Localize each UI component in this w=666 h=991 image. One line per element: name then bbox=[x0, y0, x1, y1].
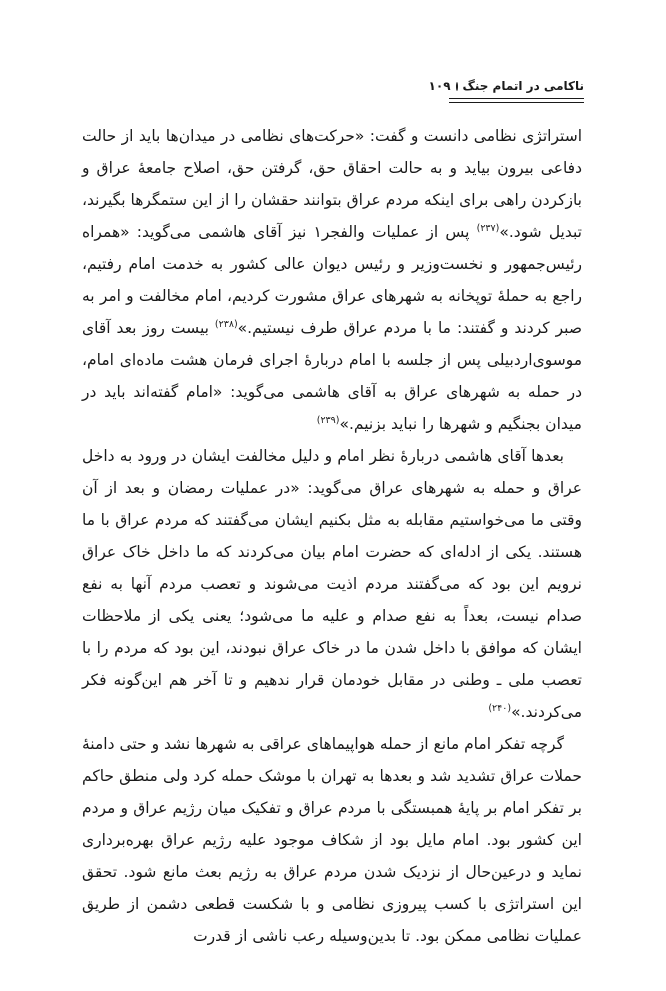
paragraph-text: پس از عملیات والفجر۱ نیز آقای هاشمی می‌گوید: «همراه رئیس‌جمهور و نخست‌وزیر و رئیس دیوان عالی کشور به خدمت امام رفتیم، راجع به حملهٔ توپخانه به شهرهای عراق مشورت کردیم، امام مخالفت و امر به صبر کردند و گفتند: ما با مردم عراق طرف نیستیم.» bbox=[82, 223, 582, 337]
paragraph-text: بیست روز بعد آقای موسوی‌اردبیلی پس از جلسه با امام دربارهٔ اجرای فرمان هشت ماده‌ای امام، در حمله به شهرهای عراق به آقای هاشمی می‌گوید: «امام گفته‌اند باید در میدان بجنگیم و شهرها را نباید بزنیم.» bbox=[82, 319, 582, 433]
footnote-ref: (۲۴۰) bbox=[488, 702, 512, 714]
page-number: ۱۰۹ bbox=[428, 79, 451, 93]
paragraph bbox=[82, 120, 582, 440]
paragraph-text: استراتژی نظامی دانست و گفت: «حرکت‌های نظامی در میدان‌ها باید از حالت دفاعی بیرون بیاید و به حالت احقاق حق، گرفتن حق، اصلاح جامعهٔ عراق و بازکردن راهی برای اینکه مردم عراق بتوانند حقشان را از این ستمگرها بگیرند، تبدیل شود.» bbox=[82, 127, 583, 241]
footnote-ref: (۲۳۸) bbox=[214, 318, 238, 330]
header-rule-secondary bbox=[449, 102, 584, 104]
header-title: ناکامی در اتمام جنگ bbox=[462, 79, 584, 93]
paragraph bbox=[82, 440, 582, 728]
circle-bullet-icon bbox=[456, 82, 458, 91]
body-text bbox=[82, 120, 582, 952]
header-line bbox=[428, 78, 584, 94]
footnote-ref: (۲۳۹) bbox=[316, 414, 340, 426]
footnote-ref: (۲۳۷) bbox=[476, 222, 500, 234]
paragraph-text: گرچه تفکر امام مانع از حمله هواپیماهای عراقی به شهرها نشد و حتی دامنهٔ حملات عراق تشدید شد و بعدها به تهران با موشک حمله کرد ولی منطق حاکم بر تفکر امام بر پایهٔ همبستگی با مردم عراق و تفکیک میان رژیم عراق و مردم این کشور بود. امام مایل بود از شکاف موجود علیه رژیم عراق بهره‌برداری نماید و درعین‌حال از نزدیک شدن مردم عراق به رژیم بعث مانع شود. تحقق این استراتژی با کسب پیروزی نظامی و با شکست قطعی دشمن از طریق عملیات نظامی ممکن بود. تا بدین‌وسیله رعب ناشی از قدرت bbox=[82, 735, 582, 945]
running-header bbox=[428, 78, 584, 104]
header-rule bbox=[449, 98, 584, 100]
paragraph-text: بعدها آقای هاشمی دربارهٔ نظر امام و دلیل مخالفت ایشان در ورود به داخل عراق و حمله به شهرهای عراق می‌گوید: «در عملیات رمضان و بعد از آن وقتی ما می‌خواستیم مقابله به مثل بکنیم ایشان می‌گفتند که مردم عراق با ما هستند. یکی از ادله‌ای که حضرت امام بیان می‌کردند که ما داخل خاک عراق نرویم این بود که می‌گفتند مردم اذیت می‌شوند و تعصب مردم آنها به نفع صدام نیست، بعداً به نفع صدام و علیه ما می‌شود؛ یعنی یکی از ملاحظات ایشان که موافق با داخل شدن ما در خاک عراق نبودند، این بود که مردم را با تعصب ملی ـ وطنی در مقابل خودمان قرار ندهیم و تا آخر هم این‌گونه فکر می‌کردند.» bbox=[82, 447, 582, 721]
paragraph bbox=[82, 728, 582, 952]
